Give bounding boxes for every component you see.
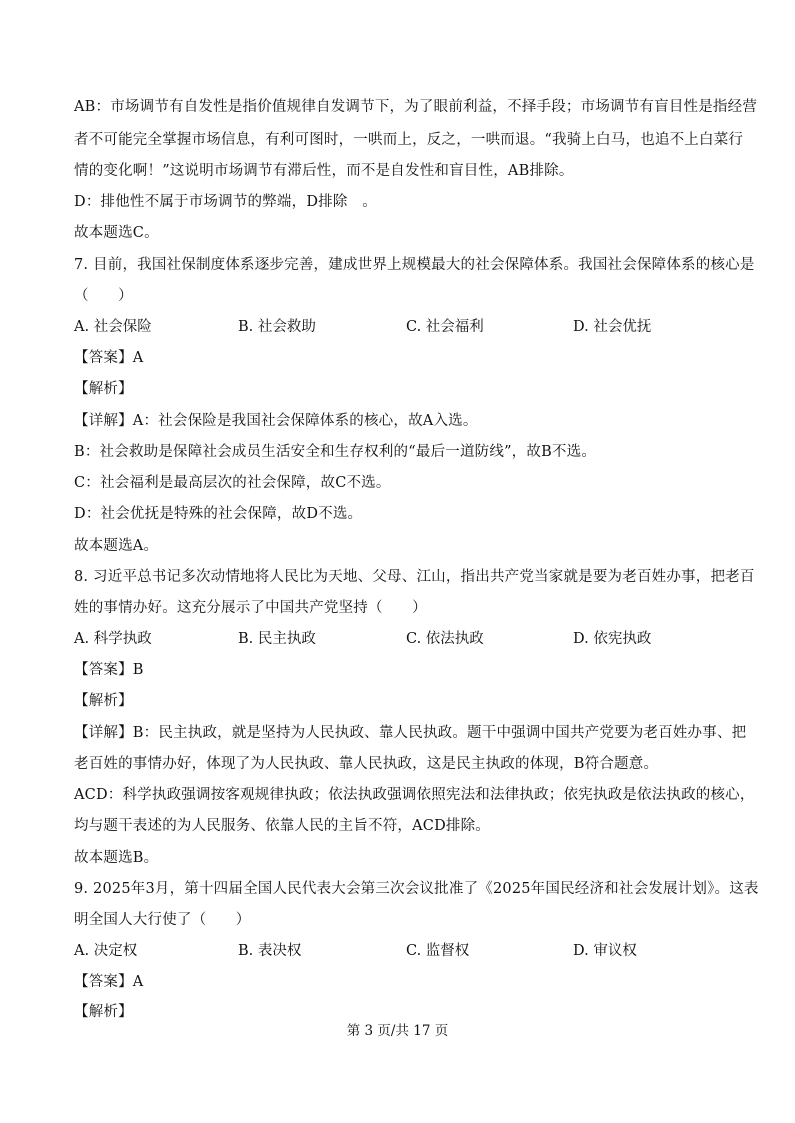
q8-answer: 【答案】B [74, 662, 144, 678]
text-line: 者不可能完全掌握市场信息，有利可图时，一哄而上，反之，一哄而退。“我骑上白马，也追不上白菜行 [74, 132, 744, 148]
q8-detail: ACD：科学执政强调按客观规律执政；依法执政强调依照宪法和法律执政；依宪执政是依法执政的核心， [74, 787, 755, 803]
q9-option-c: C. 监督权 [406, 943, 470, 959]
question-7-stem: 7. 目前，我国社保制度体系逐步完善，建成世界上规模最大的社会保障体系。我国社会保障体系的核心是 [74, 257, 755, 273]
text-line: 情的变化啊！”这说明市场调节有滞后性，而不是自发性和盲目性，AB排除。 [74, 163, 574, 179]
q9-option-a: A. 决定权 [74, 943, 138, 959]
q9-analysis-label: 【解析】 [74, 1004, 133, 1020]
q7-detail: C：社会福利是最高层次的社会保障，故C不选。 [74, 475, 391, 491]
q8-option-d: D. 依宪执政 [573, 631, 652, 647]
q7-analysis-label: 【解析】 [74, 381, 133, 397]
q8-detail: 老百姓的事情办好，体现了为人民执政、靠人民执政，这是民主执政的体现，B符合题意。 [74, 756, 659, 772]
question-8-stem: 8. 习近平总书记多次动情地将人民比为天地、父母、江山，指出共产党当家就是要为老百姓办事，把老百 [74, 569, 755, 585]
q7-option-a: A. 社会保险 [74, 319, 152, 335]
q9-option-d: D. 审议权 [573, 943, 637, 959]
q7-option-b: B. 社会救助 [238, 319, 316, 335]
q7-answer: 【答案】A [74, 350, 144, 366]
q8-analysis-label: 【解析】 [74, 693, 133, 709]
question-8-stem: 姓的事情办好。这充分展示了中国共产党坚持（ ） [74, 600, 427, 616]
q8-detail: 均与题干表述的为人民服务、依靠人民的主旨不符，ACD排除。 [74, 818, 490, 834]
text-line: 故本题选C。 [74, 225, 159, 241]
q8-option-c: C. 依法执政 [406, 631, 484, 647]
q8-option-b: B. 民主执政 [238, 631, 316, 647]
q8-detail: 【详解】B：民主执政，就是坚持为人民执政、靠人民执政。题干中强调中国共产党要为老百姓办事、把 [74, 725, 747, 741]
page-footer: 第 3 页/共 17 页 [346, 1023, 449, 1039]
q7-detail: B：社会救助是保障社会成员生活安全和生存权利的“最后一道防线”，故B不选。 [74, 444, 597, 460]
q7-detail: D：社会优抚是特殊的社会保障，故D不选。 [74, 506, 363, 522]
q7-conclusion: 故本题选A。 [74, 538, 159, 554]
question-9-stem: 9. 2025年3月，第十四届全国人民代表大会第三次会议批准了《2025年国民经济和社会发展计划》。这表 [74, 881, 759, 897]
question-9-stem: 明全国人大行使了（ ） [74, 912, 251, 928]
q7-option-c: C. 社会福利 [406, 319, 484, 335]
q8-conclusion: 故本题选B。 [74, 850, 159, 866]
question-7-blank: （ ） [74, 288, 133, 304]
q7-option-d: D. 社会优抚 [573, 319, 652, 335]
q9-answer: 【答案】A [74, 974, 144, 990]
text-line: AB：市场调节有自发性是指价值规律自发调节下，为了眼前利益，不择手段；市场调节有盲目性是指经营 [74, 99, 758, 115]
q9-option-b: B. 表决权 [238, 943, 302, 959]
text-line: D：排他性不属于市场调节的弊端，D排除 。 [74, 194, 377, 210]
q7-detail: 【详解】A：社会保险是我国社会保障体系的核心，故A入选。 [74, 413, 478, 429]
q8-option-a: A. 科学执政 [74, 631, 152, 647]
